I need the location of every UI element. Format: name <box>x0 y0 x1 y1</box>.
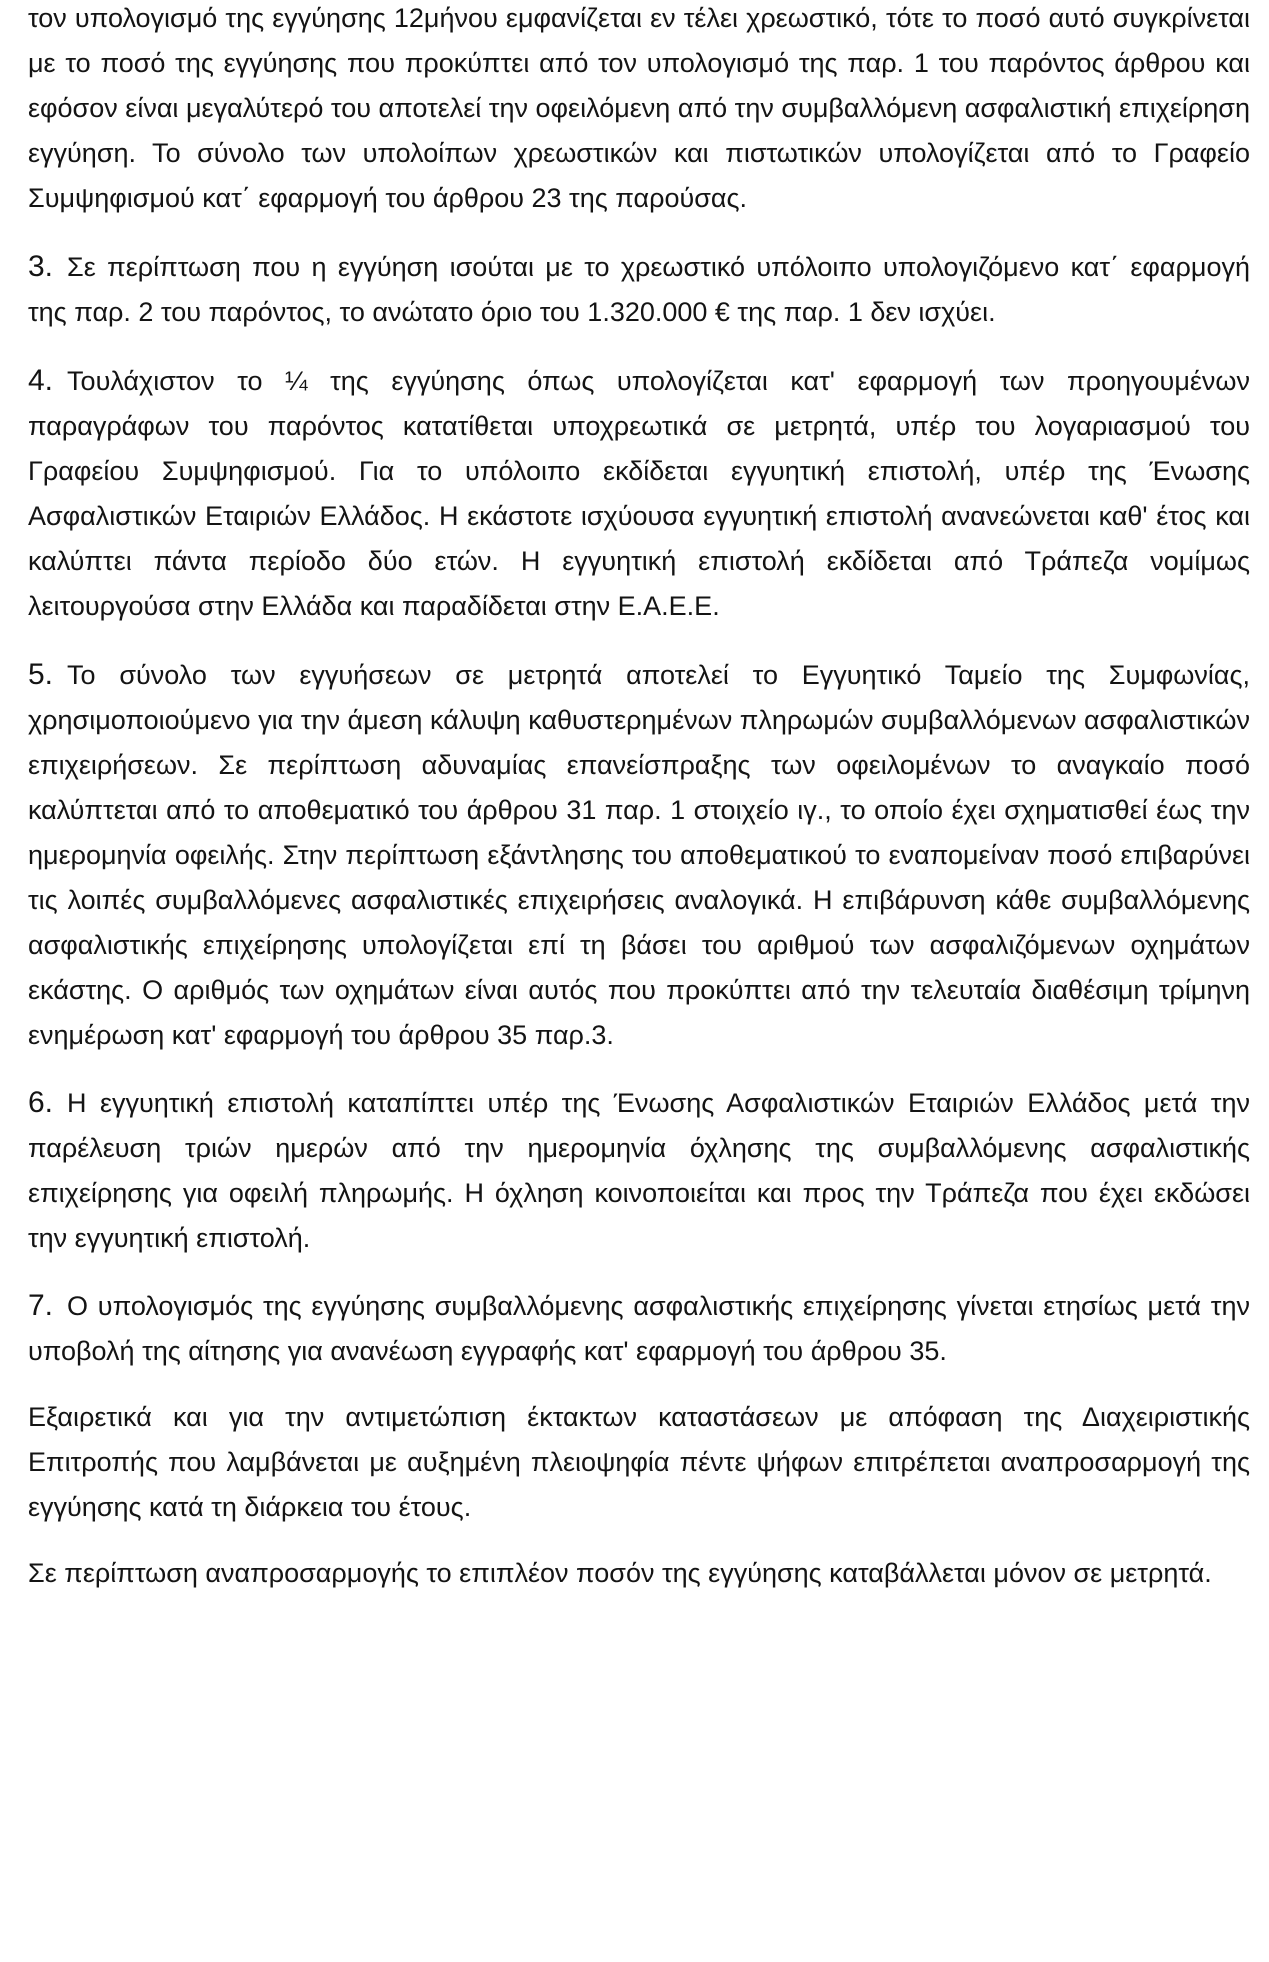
paragraph-number: 6. <box>28 1086 54 1119</box>
paragraph-adjustment <box>28 1551 1250 1596</box>
paragraph-continuation <box>28 0 1250 221</box>
paragraph-text: Η εγγυητική επιστολή καταπίπτει υπέρ της Ένωσης Ασφαλιστικών Εταιριών Ελλάδος μετά την παρέλευση τριών ημερών από την ημερομηνία όχλησης της συμβαλλόμενης ασφαλιστικής επιχείρησης για οφειλή πληρωμής. Η όχληση κοινοποιείται και προς την Τράπεζα που έχει εκδώσει την εγγυητική επιστολή. <box>28 1088 1250 1253</box>
paragraph-number: 3. <box>28 250 54 283</box>
document-page <box>28 0 1250 1596</box>
paragraph-text: Σε περίπτωση αναπροσαρμογής το επιπλέον ποσόν της εγγύησης καταβάλλεται μόνον σε μετρητά. <box>28 1558 1212 1588</box>
paragraph-number: 4. <box>28 364 54 397</box>
paragraph-text: τον υπολογισμό της εγγύησης 12μήνου εμφανίζεται εν τέλει χρεωστικό, τότε το ποσό αυτό συγκρίνεται με το ποσό της εγγύησης που προκύπτει από τον υπολογισμό της παρ. 1 του παρόντος άρθρου και εφόσον είναι μεγαλύτερό του αποτελεί την οφειλόμενη από την συμβαλλόμενη ασφαλιστική επιχείρηση εγγύηση. Το σύνολο των υπολοίπων χρεωστικών και πιστωτικών υπολογίζεται από το Γραφείο Συμψηφισμού κατ΄ εφαρμογή του άρθρου 23 της παρούσας. <box>28 3 1250 213</box>
paragraph-text: Τουλάχιστον το ¼ της εγγύησης όπως υπολογίζεται κατ' εφαρμογή των προηγουμένων παραγράφων του παρόντος κατατίθεται υποχρεωτικά σε μετρητά, υπέρ του λογαριασμού του Γραφείου Συμψηφισμού. Για το υπόλοιπο εκδίδεται εγγυητική επιστολή, υπέρ της Ένωσης Ασφαλιστικών Εταιριών Ελλάδος. Η εκάστοτε ισχύουσα εγγυητική επιστολή ανανεώνεται καθ' έτος και καλύπτει πάντα περίοδο δύο ετών. Η εγγυητική επιστολή εκδίδεται από Τράπεζα νομίμως λειτουργούσα στην Ελλάδα και παραδίδεται στην Ε.Α.Ε.Ε. <box>28 366 1250 621</box>
paragraph-text: Εξαιρετικά και για την αντιμετώπιση έκτακτων καταστάσεων με απόφαση της Διαχειριστικής Επιτροπής που λαμβάνεται με αυξημένη πλειοψηφία πέντε ψήφων επιτρέπεται αναπροσαρμογή της εγγύησης κατά τη διάρκεια του έτους. <box>28 1402 1250 1522</box>
paragraph-3 <box>28 244 1250 335</box>
paragraph-number: 7. <box>28 1289 54 1322</box>
paragraph-text: Το σύνολο των εγγυήσεων σε μετρητά αποτελεί το Εγγυητικό Ταμείο της Συμφωνίας, χρησιμοποιούμενο για την άμεση κάλυψη καθυστερημένων πληρωμών συμβαλλόμενων ασφαλιστικών επιχειρήσεων. Σε περίπτωση αδυναμίας επανείσπραξης των οφειλομένων το αναγκαίο ποσό καλύπτεται από το αποθεματικό του άρθρου 31 παρ. 1 στοιχείο ιγ., το οποίο έχει σχηματισθεί έως την ημερομηνία οφειλής. Στην περίπτωση εξάντλησης του αποθεματικού το εναπομείναν ποσό επιβαρύνει τις λοιπές συμβαλλόμενες ασφαλιστικές επιχειρήσεις αναλογικά. Η επιβάρυνση κάθε συμβαλλόμενης ασφαλιστικής επιχείρησης υπολογίζεται επί τη βάσει του αριθμού των ασφαλιζόμενων οχημάτων εκάστης. Ο αριθμός των οχημάτων είναι αυτός που προκύπτει από την τελευταία διαθέσιμη τρίμηνη ενημέρωση κατ' εφαρμογή του άρθρου 35 παρ.3. <box>28 660 1250 1050</box>
paragraph-6 <box>28 1080 1250 1261</box>
paragraph-4 <box>28 358 1250 629</box>
paragraph-text: Σε περίπτωση που η εγγύηση ισούται με το χρεωστικό υπόλοιπο υπολογιζόμενο κατ΄ εφαρμογή της παρ. 2 του παρόντος, το ανώτατο όριο του 1.320.000 € της παρ. 1 δεν ισχύει. <box>28 252 1250 327</box>
paragraph-number: 5. <box>28 658 54 691</box>
paragraph-7 <box>28 1283 1250 1374</box>
paragraph-5 <box>28 652 1250 1058</box>
paragraph-text: Ο υπολογισμός της εγγύησης συμβαλλόμενης ασφαλιστικής επιχείρησης γίνεται ετησίως μετά την υποβολή της αίτησης για ανανέωση εγγραφής κατ' εφαρμογή του άρθρου 35. <box>28 1291 1250 1366</box>
paragraph-exception <box>28 1395 1250 1530</box>
